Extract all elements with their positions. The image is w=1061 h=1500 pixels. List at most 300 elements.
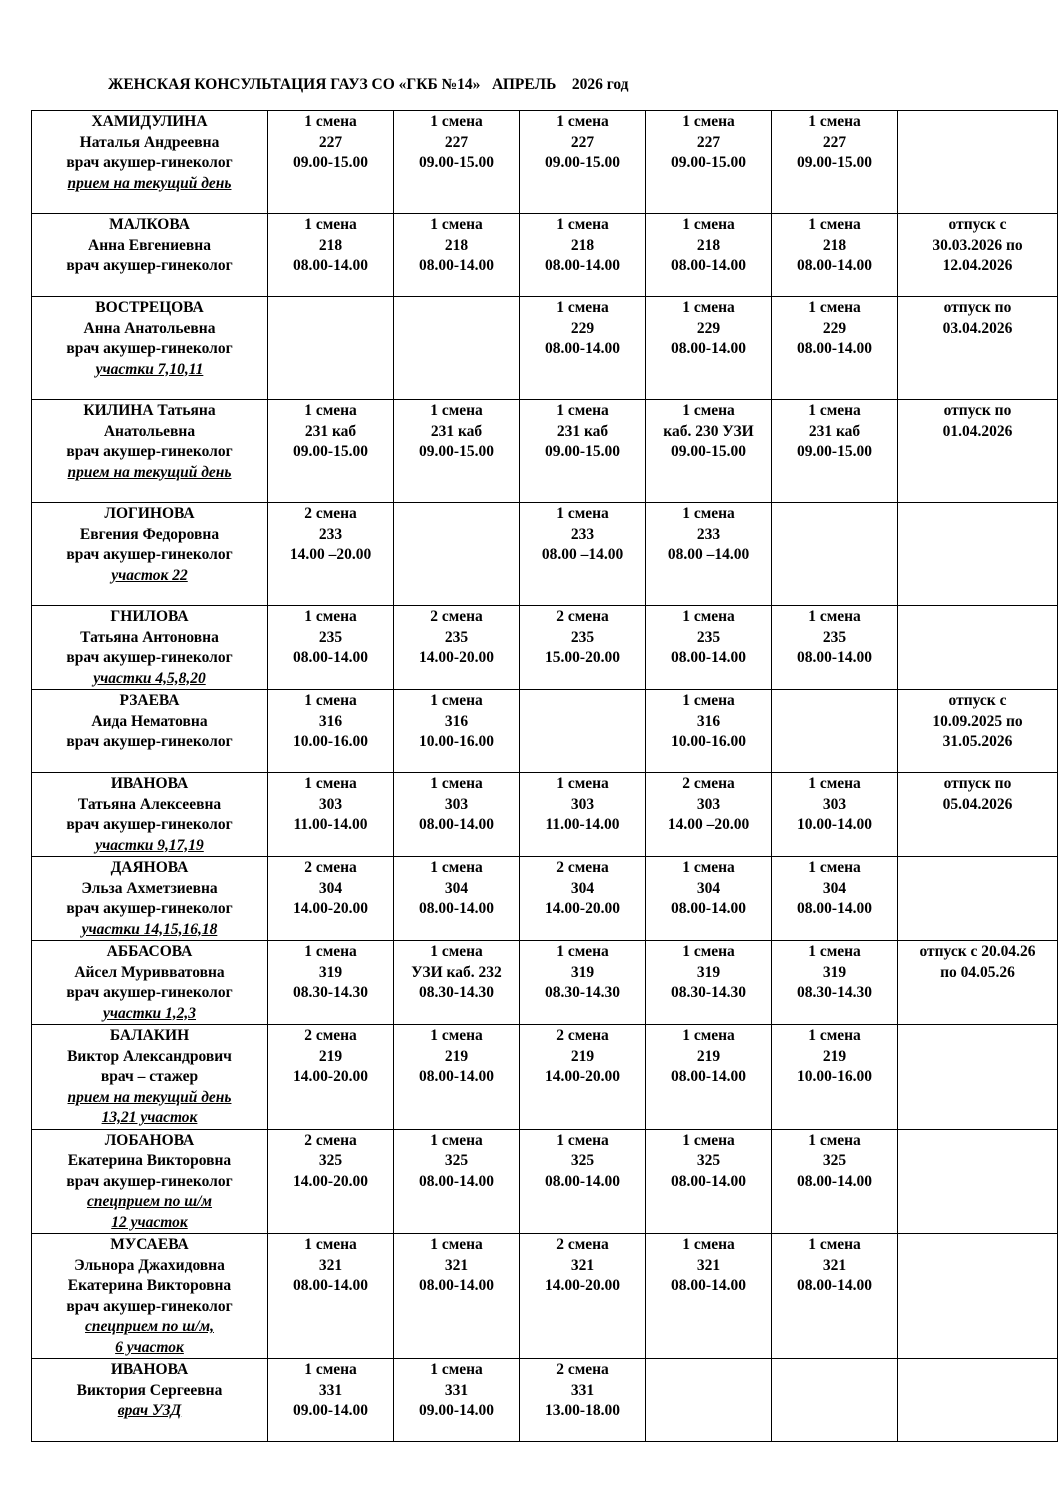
doctor-note: 6 участок [115, 1338, 184, 1356]
doctor-info-line: Татьяна Алексеевна [77, 795, 222, 813]
shift-hours: 08.00-14.00 [797, 340, 872, 357]
room-number: 231 каб [430, 422, 483, 440]
shift-cell [772, 690, 898, 773]
shift-hours: 14.00-20.00 [545, 1068, 620, 1085]
schedule-row [32, 1129, 1058, 1234]
room-number: 319 [822, 963, 847, 981]
shift-cell [520, 297, 646, 400]
room-number: 319 [570, 963, 595, 981]
schedule-row [32, 297, 1058, 400]
shift-cell [772, 606, 898, 690]
note-cell [898, 503, 1058, 606]
vacation-line: 05.04.2026 [942, 795, 1013, 813]
shift-label: 1 смена [808, 1131, 861, 1149]
shift-label: 1 смена [556, 943, 609, 960]
doctor-info-line: Анатольевна [103, 422, 196, 440]
shift-cell [394, 1359, 520, 1442]
room-number: 233 [318, 525, 343, 543]
shift-hours: 09.00-15.00 [419, 154, 494, 171]
shift-label: 1 смена [556, 216, 609, 233]
shift-cell [268, 111, 394, 214]
room-number: 219 [570, 1047, 595, 1065]
shift-cell [646, 1025, 772, 1130]
doctor-surname: ИВАНОВА [110, 775, 189, 792]
shift-cell [646, 111, 772, 214]
room-number: 316 [444, 712, 469, 730]
doctor-surname: ВОСТРЕЦОВА [95, 299, 204, 316]
shift-cell [394, 941, 520, 1025]
shift-cell [646, 1359, 772, 1442]
shift-cell [268, 503, 394, 606]
shift-hours: 09.00-15.00 [545, 154, 620, 171]
doctor-note: прием на текущий день [67, 463, 232, 481]
shift-label: 1 смена [556, 299, 609, 316]
shift-cell [520, 857, 646, 941]
room-number: 218 [822, 236, 847, 254]
shift-hours: 09.00-15.00 [419, 443, 494, 460]
shift-hours: 10.00-16.00 [419, 733, 494, 750]
shift-hours: 08.30-14.30 [671, 984, 746, 1001]
shift-hours: 08.00-14.00 [419, 816, 494, 833]
doctor-info-line: врач акушер-гинеколог [66, 816, 233, 833]
schedule-row [32, 773, 1058, 857]
shift-cell [268, 214, 394, 297]
shift-label: 2 смена [304, 1027, 357, 1044]
shift-label: 1 смена [808, 113, 861, 130]
doctor-note: участки 14,15,16,18 [81, 920, 218, 938]
doctor-note: прием на текущий день [67, 174, 232, 192]
shift-hours: 08.00-14.00 [419, 900, 494, 917]
shift-cell [394, 214, 520, 297]
vacation-line: 12.04.2026 [942, 257, 1013, 274]
shift-hours: 08.00-14.00 [671, 900, 746, 917]
shift-hours: 09.00-15.00 [797, 154, 872, 171]
shift-hours: 08.00-14.00 [293, 257, 368, 274]
shift-cell [520, 1025, 646, 1130]
doctor-surname: ХАМИДУЛИНА [91, 113, 208, 130]
room-number: 227 [696, 133, 721, 151]
doctor-info-line: Виктория Сергеевна [76, 1381, 223, 1399]
shift-label: 1 смена [808, 402, 861, 419]
shift-label: 1 смена [682, 299, 735, 316]
shift-hours: 11.00-14.00 [545, 816, 620, 833]
shift-cell [394, 1025, 520, 1130]
vacation-line: по 04.05.26 [940, 963, 1015, 981]
vacation-line: отпуск с 20.04.26 [919, 943, 1036, 960]
shift-label: 1 смена [304, 943, 357, 960]
doctor-surname: РЗАЕВА [119, 692, 180, 709]
room-number: 229 [696, 319, 721, 337]
doctor-cell [32, 857, 268, 941]
shift-label: 1 смена [430, 216, 483, 233]
doctor-info-line: Евгения Федоровна [79, 525, 220, 543]
room-number: 325 [318, 1152, 343, 1169]
shift-cell [646, 857, 772, 941]
vacation-line: отпуск с [948, 216, 1007, 233]
doctor-info-line: врач акушер-гинеколог [66, 340, 233, 357]
shift-cell [268, 941, 394, 1025]
shift-cell [646, 297, 772, 400]
note-cell [898, 857, 1058, 941]
shift-hours: 09.00-15.00 [293, 154, 368, 171]
shift-label: 1 смена [556, 1131, 609, 1149]
schedule-row [32, 690, 1058, 773]
shift-cell [394, 606, 520, 690]
shift-hours: 08.00-14.00 [797, 649, 872, 666]
note-cell [898, 400, 1058, 503]
room-number: 218 [696, 236, 721, 254]
shift-cell [394, 773, 520, 857]
shift-label: 1 смена [808, 1236, 861, 1253]
shift-hours: 08.30-14.30 [545, 984, 620, 1001]
shift-cell [520, 111, 646, 214]
room-number: 231 каб [808, 422, 861, 440]
doctor-info-line: врач – стажер [100, 1068, 199, 1085]
note-cell [898, 297, 1058, 400]
room-number: 316 [696, 712, 721, 730]
doctor-info-line: врач акушер-гинеколог [66, 1297, 233, 1315]
shift-hours: 14.00-20.00 [545, 900, 620, 917]
shift-cell [646, 773, 772, 857]
shift-hours: 08.00-14.00 [419, 257, 494, 274]
schedule-row [32, 1234, 1058, 1359]
doctor-info-line: врач акушер-гинеколог [66, 154, 233, 171]
shift-cell [268, 773, 394, 857]
shift-hours: 08.00-14.00 [671, 340, 746, 357]
note-cell [898, 606, 1058, 690]
shift-cell [772, 214, 898, 297]
schedule-body [32, 111, 1058, 1442]
doctor-cell [32, 690, 268, 773]
shift-cell [772, 857, 898, 941]
shift-hours: 08.30-14.30 [797, 984, 872, 1001]
doctor-info-line: врач акушер-гинеколог [66, 900, 233, 917]
doctor-note: спецприем по ш/м, [85, 1318, 214, 1335]
doctor-note: 13,21 участок [101, 1109, 198, 1126]
doctor-surname: МУСАЕВА [110, 1236, 189, 1253]
doctor-cell [32, 773, 268, 857]
shift-cell [772, 1129, 898, 1234]
shift-label: 2 смена [682, 775, 735, 792]
room-number: 304 [570, 879, 595, 897]
shift-hours: 08.00-14.00 [671, 1068, 746, 1085]
shift-hours: 08.00-14.00 [671, 649, 746, 666]
doctor-surname: ЛОБАНОВА [104, 1131, 195, 1149]
doctor-note: участок 22 [111, 566, 188, 584]
shift-label: 1 смена [808, 299, 861, 316]
doctor-info-line: Эльнора Джахидовна [74, 1256, 225, 1274]
shift-label: 1 смена [682, 216, 735, 233]
shift-label: 1 смена [808, 216, 861, 233]
doctor-surname: МАЛКОВА [109, 216, 190, 233]
shift-hours: 14.00 –20.00 [667, 816, 750, 833]
doctor-info-line: Аида Нематовна [91, 712, 208, 730]
shift-cell [268, 1234, 394, 1359]
doctor-note: участки 9,17,19 [95, 836, 204, 854]
shift-hours: 08.30-14.30 [293, 984, 368, 1001]
room-number: 325 [444, 1152, 469, 1169]
room-number: 316 [318, 712, 343, 730]
shift-cell [520, 1234, 646, 1359]
room-number: 235 [570, 628, 595, 646]
shift-hours: 09.00-15.00 [671, 443, 746, 460]
shift-hours: 08.00-14.00 [797, 900, 872, 917]
shift-hours: 15.00-20.00 [545, 649, 620, 666]
shift-hours: 14.00-20.00 [419, 649, 494, 666]
room-number: 331 [318, 1381, 343, 1399]
shift-label: 1 смена [304, 692, 357, 709]
shift-label: 1 смена [430, 859, 483, 876]
doctor-info-line: Анна Анатольевна [83, 319, 216, 337]
shift-cell [646, 503, 772, 606]
shift-cell [394, 400, 520, 503]
shift-cell [394, 297, 520, 400]
room-number: каб. 230 УЗИ [663, 422, 754, 440]
shift-cell [520, 1129, 646, 1234]
shift-label: 2 смена [556, 1236, 609, 1253]
room-number: 231 каб [556, 422, 609, 440]
shift-cell [772, 297, 898, 400]
doctor-note: участки 7,10,11 [95, 360, 204, 378]
shift-label: 2 смена [430, 608, 483, 625]
shift-hours: 14.00-20.00 [293, 1068, 368, 1085]
shift-cell [520, 606, 646, 690]
room-number: 331 [570, 1381, 595, 1399]
shift-label: 1 смена [808, 775, 861, 792]
room-number: 227 [444, 133, 469, 151]
room-number: 219 [318, 1047, 343, 1065]
note-cell [898, 941, 1058, 1025]
room-number: 219 [822, 1047, 847, 1065]
shift-hours: 08.00-14.00 [671, 257, 746, 274]
room-number: 319 [696, 963, 721, 981]
shift-cell [520, 773, 646, 857]
doctor-note: 12 участок [111, 1213, 188, 1231]
doctor-cell [32, 400, 268, 503]
shift-hours: 08.00-14.00 [293, 649, 368, 666]
room-number: 218 [318, 236, 343, 254]
shift-label: 1 смена [808, 608, 861, 625]
doctor-cell [32, 1025, 268, 1130]
room-number: 304 [444, 879, 469, 897]
shift-hours: 10.00-16.00 [671, 733, 746, 750]
room-number: УЗИ каб. 232 [411, 963, 502, 981]
shift-label: 1 смена [430, 1236, 483, 1253]
doctor-note: участки 1,2,3 [102, 1004, 197, 1022]
room-number: 231 каб [304, 422, 357, 440]
shift-hours: 10.00-16.00 [293, 733, 368, 750]
doctor-surname: ГНИЛОВА [110, 608, 189, 625]
doctor-note: врач УЗД [117, 1402, 182, 1419]
shift-cell [268, 1129, 394, 1234]
shift-label: 1 смена [304, 1236, 357, 1253]
shift-cell [646, 1234, 772, 1359]
shift-hours: 08.00-14.00 [293, 1277, 368, 1294]
doctor-info-line: Эльза Ахметзиевна [81, 879, 218, 897]
shift-label: 1 смена [430, 1027, 483, 1044]
vacation-line: 30.03.2026 по [932, 236, 1023, 254]
note-cell [898, 111, 1058, 214]
room-number: 303 [696, 795, 721, 813]
doctor-note: прием на текущий день [67, 1088, 232, 1106]
shift-label: 1 смена [682, 943, 735, 960]
doctor-note: спецприем по ш/м [86, 1193, 213, 1210]
shift-cell [646, 214, 772, 297]
note-cell [898, 1234, 1058, 1359]
shift-cell [646, 400, 772, 503]
vacation-line: отпуск по [943, 402, 1012, 419]
room-number: 233 [696, 525, 721, 543]
shift-hours: 09.00-15.00 [293, 443, 368, 460]
shift-label: 2 смена [556, 1027, 609, 1044]
shift-hours: 09.00-15.00 [671, 154, 746, 171]
room-number: 235 [822, 628, 847, 646]
shift-cell [646, 690, 772, 773]
doctor-cell [32, 297, 268, 400]
shift-label: 1 смена [556, 505, 609, 522]
doctor-cell [32, 1129, 268, 1234]
shift-cell [268, 1359, 394, 1442]
page-title: ЖЕНСКАЯ КОНСУЛЬТАЦИЯ ГАУЗ СО «ГКБ №14» АПРЕЛЬ 2026 год [108, 76, 629, 93]
doctor-cell [32, 1234, 268, 1359]
shift-label: 1 смена [682, 1027, 735, 1044]
shift-label: 1 смена [682, 1131, 735, 1149]
doctor-info-line: врач акушер-гинеколог [66, 733, 233, 750]
shift-label: 2 смена [556, 859, 609, 876]
room-number: 304 [822, 879, 847, 897]
shift-label: 2 смена [556, 1361, 609, 1378]
shift-cell [520, 214, 646, 297]
shift-label: 1 смена [682, 692, 735, 709]
room-number: 304 [318, 879, 343, 897]
room-number: 218 [570, 236, 595, 254]
note-cell [898, 773, 1058, 857]
shift-hours: 08.00 –14.00 [667, 546, 750, 563]
shift-label: 1 смена [808, 943, 861, 960]
shift-cell [268, 857, 394, 941]
schedule-row [32, 400, 1058, 503]
shift-label: 1 смена [556, 775, 609, 792]
note-cell [898, 214, 1058, 297]
note-cell [898, 1025, 1058, 1130]
shift-cell [394, 690, 520, 773]
shift-cell [646, 941, 772, 1025]
shift-hours: 14.00-20.00 [293, 1172, 368, 1190]
shift-label: 2 смена [304, 1131, 357, 1149]
shift-cell [394, 1234, 520, 1359]
shift-hours: 14.00-20.00 [545, 1277, 620, 1294]
shift-cell [520, 503, 646, 606]
room-number: 219 [696, 1047, 721, 1065]
doctor-surname: ИВАНОВА [110, 1361, 189, 1378]
schedule-row [32, 1359, 1058, 1442]
shift-label: 2 смена [304, 859, 357, 876]
doctor-cell [32, 1359, 268, 1442]
doctor-info-line: врач акушер-гинеколог [66, 1172, 233, 1190]
shift-hours: 08.00-14.00 [671, 1277, 746, 1294]
doctor-info-line: Айсел Муривватовна [74, 963, 225, 981]
shift-label: 1 смена [808, 859, 861, 876]
shift-label: 1 смена [682, 1236, 735, 1253]
vacation-line: 01.04.2026 [942, 422, 1013, 440]
shift-label: 1 смена [682, 505, 735, 522]
shift-cell [772, 400, 898, 503]
doctor-info-line: Анна Евгениевна [88, 236, 211, 254]
shift-hours: 14.00 –20.00 [289, 546, 372, 563]
doctor-cell [32, 111, 268, 214]
shift-cell [268, 1025, 394, 1130]
shift-hours: 11.00-14.00 [293, 816, 368, 833]
room-number: 303 [318, 795, 343, 813]
shift-label: 1 смена [556, 113, 609, 130]
shift-label: 1 смена [430, 402, 483, 419]
shift-hours: 09.00-15.00 [545, 443, 620, 460]
doctor-note: участки 4,5,8,20 [93, 669, 206, 687]
room-number: 325 [696, 1152, 721, 1169]
vacation-line: отпуск по [943, 299, 1012, 316]
room-number: 331 [444, 1381, 469, 1399]
shift-label: 1 смена [430, 1361, 483, 1378]
doctor-surname: ДАЯНОВА [110, 859, 189, 876]
shift-hours: 08.00-14.00 [797, 1277, 872, 1294]
shift-cell [520, 690, 646, 773]
shift-label: 1 смена [808, 1027, 861, 1044]
doctor-info-line: врач акушер-гинеколог [66, 443, 233, 460]
shift-label: 1 смена [430, 775, 483, 792]
shift-label: 1 смена [682, 608, 735, 625]
schedule-row [32, 857, 1058, 941]
shift-cell [520, 400, 646, 503]
shift-hours: 09.00-14.00 [419, 1402, 494, 1419]
shift-cell [268, 400, 394, 503]
shift-hours: 13.00-18.00 [545, 1402, 620, 1419]
shift-cell [394, 111, 520, 214]
doctor-info-line: Виктор Александрович [67, 1047, 232, 1065]
room-number: 321 [570, 1256, 595, 1274]
shift-cell [268, 690, 394, 773]
vacation-line: 31.05.2026 [942, 733, 1013, 750]
room-number: 303 [822, 795, 847, 813]
room-number: 321 [444, 1256, 469, 1274]
room-number: 233 [570, 525, 595, 543]
shift-label: 1 смена [430, 1131, 483, 1149]
shift-hours: 08.00-14.00 [545, 257, 620, 274]
schedule-row [32, 111, 1058, 214]
shift-cell [520, 1359, 646, 1442]
shift-hours: 08.00 –14.00 [541, 546, 624, 563]
doctor-cell [32, 214, 268, 297]
doctor-info-line: врач акушер-гинеколог [66, 984, 233, 1001]
shift-label: 1 смена [430, 113, 483, 130]
vacation-line: отпуск с [948, 692, 1007, 709]
room-number: 235 [318, 628, 343, 646]
room-number: 218 [444, 236, 469, 254]
shift-cell [646, 606, 772, 690]
shift-label: 2 смена [304, 505, 357, 522]
shift-label: 1 смена [304, 1361, 357, 1378]
shift-hours: 08.00-14.00 [545, 340, 620, 357]
doctor-info-line: врач акушер-гинеколог [66, 257, 233, 274]
doctor-surname: БАЛАКИН [109, 1027, 190, 1044]
room-number: 321 [822, 1256, 847, 1274]
shift-hours: 10.00-16.00 [797, 1068, 872, 1085]
shift-cell [394, 1129, 520, 1234]
shift-label: 1 смена [682, 113, 735, 130]
shift-cell [772, 111, 898, 214]
note-cell [898, 1359, 1058, 1442]
room-number: 325 [822, 1152, 847, 1169]
room-number: 235 [696, 628, 721, 646]
